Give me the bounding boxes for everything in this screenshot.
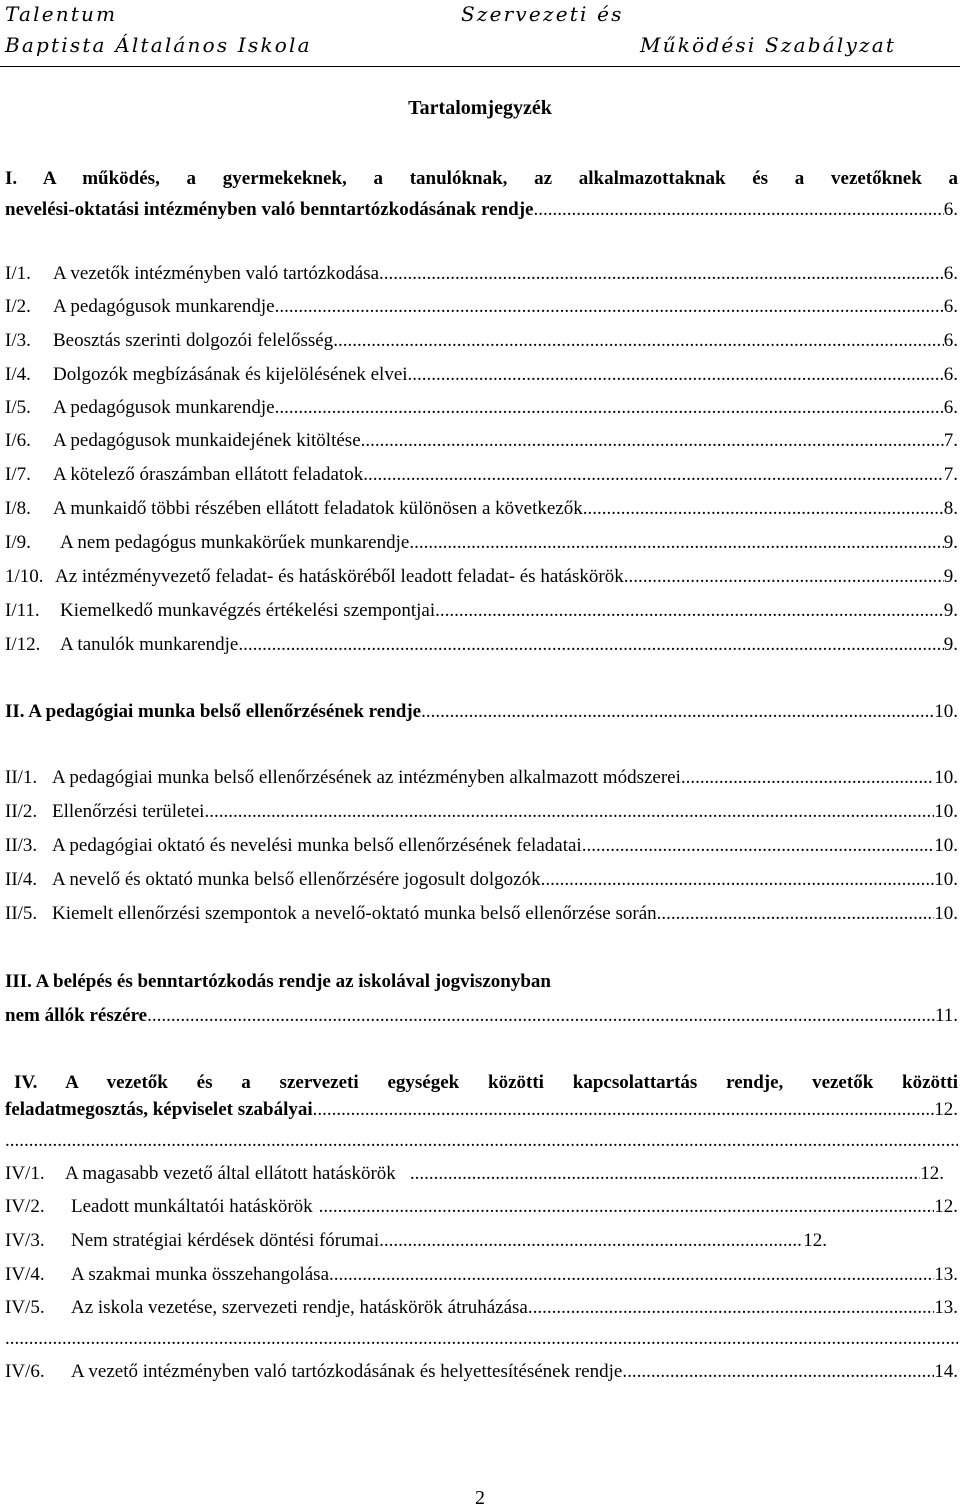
toc-page: 10. (934, 767, 958, 788)
toc-page: 12. (934, 1099, 958, 1120)
toc-entry[interactable] (5, 566, 958, 588)
dot-leader (204, 801, 934, 823)
toc-entry-number: IV/6. (5, 1361, 45, 1382)
toc-entry-number: II/2. (5, 801, 38, 822)
toc-section-4-cont[interactable] (5, 1099, 958, 1121)
toc-entry[interactable] (5, 1297, 958, 1319)
toc-entry-number: II/5. (5, 903, 38, 924)
toc-entry[interactable] (5, 600, 958, 622)
dot-leader (319, 1196, 935, 1218)
dot-leader (329, 1264, 934, 1286)
toc-page: 7. (943, 430, 958, 451)
toc-entry-number: II/1. (5, 767, 38, 788)
dot-leader (533, 199, 943, 221)
toc-entry[interactable] (5, 835, 958, 857)
dot-leader (421, 701, 934, 723)
toc-page: 14. (934, 1361, 958, 1382)
dot-leader (147, 1005, 935, 1027)
toc-entry-text: A szakmai munka összehangolása (71, 1264, 330, 1285)
toc-entry-number: IV/2. (5, 1196, 45, 1217)
toc-entry-text: Beosztás szerinti dolgozói felelősség (53, 330, 334, 351)
toc-entry-number: II/4. (5, 869, 38, 890)
toc-entry[interactable] (5, 532, 958, 554)
toc-entry[interactable] (5, 296, 958, 318)
toc-title: Tartalomjegyzék (408, 97, 552, 119)
toc-section-3[interactable] (5, 971, 958, 993)
toc-entry-number: IV/5. (5, 1297, 45, 1318)
dot-leader (409, 532, 943, 554)
toc-entry-text: A munkaidő többi részében ellátott feladatok különösen a következők (53, 498, 583, 519)
toc-entry[interactable] (5, 767, 958, 789)
toc-section-4-line1: IV. A vezetők és a szervezeti egységek közötti kapcsolattartás rendje, vezetők közötti (14, 1072, 958, 1093)
toc-entry-text: A kötelező óraszámban ellátott feladatok (53, 464, 364, 485)
toc-entry-text: Kiemelt ellenőrzési szempontok a nevelő-oktató munka belső ellenőrzése során (52, 903, 657, 924)
toc-entry-text: Az iskola vezetése, szervezeti rendje, hatáskörök átruházása (71, 1297, 528, 1318)
toc-entry-text: Leadott munkáltatói hatáskörök (71, 1196, 313, 1217)
toc-entry-text: A vezetők intézményben való tartózkodása (53, 263, 380, 284)
header-doc-line1: Szervezeti és (461, 2, 624, 26)
toc-entry[interactable] (5, 869, 958, 891)
toc-entry-number: I/7. (5, 464, 31, 485)
toc-entry-number: I/2. (5, 296, 31, 317)
dot-leader (583, 498, 944, 520)
dot-leader (5, 1130, 958, 1152)
dot-leader (408, 364, 944, 386)
toc-entry[interactable] (5, 430, 958, 452)
header-school-line2: Baptista Általános Iskola (5, 33, 312, 57)
toc-page: 6. (943, 296, 958, 317)
dot-leader (435, 600, 944, 622)
toc-page: 10. (934, 903, 958, 924)
toc-entry-text: A pedagógiai oktató és nevelési munka belső ellenőrzésének feladatai (52, 835, 582, 856)
toc-section-3-line1: III. A belépés és benntartózkodás rendje az iskolával jogviszonyban (5, 971, 551, 992)
toc-entry[interactable] (5, 1163, 958, 1185)
toc-entry-number: IV/4. (5, 1264, 45, 1285)
toc-entry-number: I/6. (5, 430, 31, 451)
toc-page: 13. (934, 1297, 958, 1318)
toc-entry[interactable] (5, 801, 958, 823)
toc-page: 10. (934, 869, 958, 890)
toc-page: 6. (943, 330, 958, 351)
dot-leader (379, 263, 944, 285)
toc-page: 6. (943, 364, 958, 385)
dot-leader (582, 835, 935, 857)
header-doc-line2: Működési Szabályzat (640, 33, 897, 57)
toc-entry-text: A nevelő és oktató munka belső ellenőrzésére jogosult dolgozók (52, 869, 541, 890)
toc-entry-text: A pedagógiai munka belső ellenőrzésének az intézményben alkalmazott módszerei (52, 767, 681, 788)
page-number: 2 (475, 1487, 485, 1509)
toc-page: 10. (934, 835, 958, 856)
toc-entry-number: IV/3. (5, 1230, 45, 1251)
toc-page: 13. (934, 1264, 958, 1285)
toc-entry[interactable] (5, 1196, 958, 1218)
toc-entry-text: A magasabb vezető által ellátott hatáskörök (65, 1163, 396, 1184)
toc-page: 12. (934, 1196, 958, 1217)
dot-leader-line (5, 1328, 958, 1350)
dot-leader (622, 1361, 934, 1383)
dot-leader (681, 767, 934, 789)
dot-leader (5, 1328, 958, 1350)
dot-leader (528, 1297, 934, 1319)
toc-section-2[interactable] (5, 701, 958, 723)
toc-entry-text: Nem stratégiai kérdések döntési fórumai (71, 1230, 380, 1251)
dot-leader (363, 464, 944, 486)
toc-page: 7. (943, 464, 958, 485)
toc-entry[interactable] (5, 263, 958, 285)
toc-entry-text: A pedagógusok munkarendje (53, 296, 275, 317)
toc-entry[interactable] (5, 1264, 958, 1286)
toc-entry-text: A pedagógusok munkarendje (53, 397, 275, 418)
dot-leader (333, 330, 944, 352)
toc-entry-number: I/8. (5, 498, 31, 519)
toc-entry[interactable] (5, 498, 958, 520)
toc-page: 6. (943, 263, 958, 284)
toc-entry-number: I/11. (5, 600, 40, 621)
toc-entry-text: Ellenőrzési területei (52, 801, 205, 822)
toc-entry[interactable] (5, 364, 958, 386)
toc-page: 10. (934, 701, 958, 722)
dot-leader (275, 296, 944, 318)
toc-entry-text: A vezető intézményben való tartózkodásának és helyettesítésének rendje (71, 1361, 623, 1382)
dot-leader (624, 566, 944, 588)
toc-section-4[interactable] (14, 1072, 958, 1094)
toc-entry-number: II/3. (5, 835, 38, 856)
toc-section-1[interactable] (5, 168, 958, 190)
toc-entry-text: A nem pedagógus munkakörűek munkarendje (60, 532, 410, 553)
toc-page: 6. (943, 199, 958, 220)
dot-leader (379, 1230, 803, 1252)
toc-entry-number: I/4. (5, 364, 31, 385)
toc-entry-text: Dolgozók megbízásának és kijelölésének elvei (53, 364, 408, 385)
toc-section-3-line2: nem állók részére (5, 1005, 148, 1026)
toc-entry[interactable] (5, 1230, 958, 1252)
toc-page: 6. (943, 397, 958, 418)
toc-entry-number: I/12. (5, 634, 41, 655)
toc-entry-text: A pedagógusok munkaidejének kitöltése (53, 430, 361, 451)
dot-leader (541, 869, 935, 891)
toc-entry[interactable] (5, 903, 958, 925)
toc-page: 9. (943, 566, 958, 587)
dot-leader-line (5, 1130, 958, 1152)
header-school-line1: Talentum (5, 2, 118, 26)
toc-entry-number: 1/10. (5, 566, 44, 587)
toc-page: 10. (934, 801, 958, 822)
toc-entry-number: I/5. (5, 397, 31, 418)
toc-entry-number: I/1. (5, 263, 31, 284)
toc-page: 12. (920, 1163, 944, 1184)
toc-entry-text: Kiemelkedő munkavégzés értékelési szempontjai (60, 600, 436, 621)
dot-leader (361, 430, 944, 452)
dot-leader (238, 634, 943, 656)
toc-page: 9. (943, 634, 958, 655)
toc-section-4-line2: feladatmegosztás, képviselet szabályai (5, 1099, 313, 1120)
toc-page: 12. (803, 1230, 827, 1251)
toc-entry-text: Az intézményvezető feladat- és hatásköréből leadott feladat- és hatáskörök (55, 566, 624, 587)
toc-entry-number: I/3. (5, 330, 31, 351)
toc-section-1-cont[interactable] (5, 199, 958, 221)
toc-page: 9. (943, 600, 958, 621)
dot-leader (275, 397, 944, 419)
toc-section-2-title: II. A pedagógiai munka belső ellenőrzésének rendje (5, 701, 422, 722)
toc-section-1-line1: I. A működés, a gyermekeknek, a tanulóknak, az alkalmazottaknak és a vezetőknek a (5, 168, 958, 189)
toc-page: 8. (943, 498, 958, 519)
toc-entry[interactable] (5, 397, 958, 419)
toc-page: 9. (943, 532, 958, 553)
toc-section-3-cont[interactable] (5, 1005, 958, 1027)
toc-page: 11. (934, 1005, 958, 1026)
toc-entry[interactable] (5, 1361, 958, 1383)
toc-entry-number: I/9. (5, 532, 31, 553)
toc-entry[interactable] (5, 464, 958, 486)
toc-entry-text: A tanulók munkarendje (60, 634, 239, 655)
toc-entry[interactable] (5, 330, 958, 352)
dot-leader (410, 1163, 920, 1185)
header-rule (0, 66, 960, 67)
dot-leader (657, 903, 935, 925)
toc-entry-number: IV/1. (5, 1163, 45, 1184)
toc-section-1-line2: nevelési-oktatási intézményben való benntartózkodásának rendje (5, 199, 534, 220)
dot-leader (313, 1099, 935, 1121)
toc-entry[interactable] (5, 634, 958, 656)
